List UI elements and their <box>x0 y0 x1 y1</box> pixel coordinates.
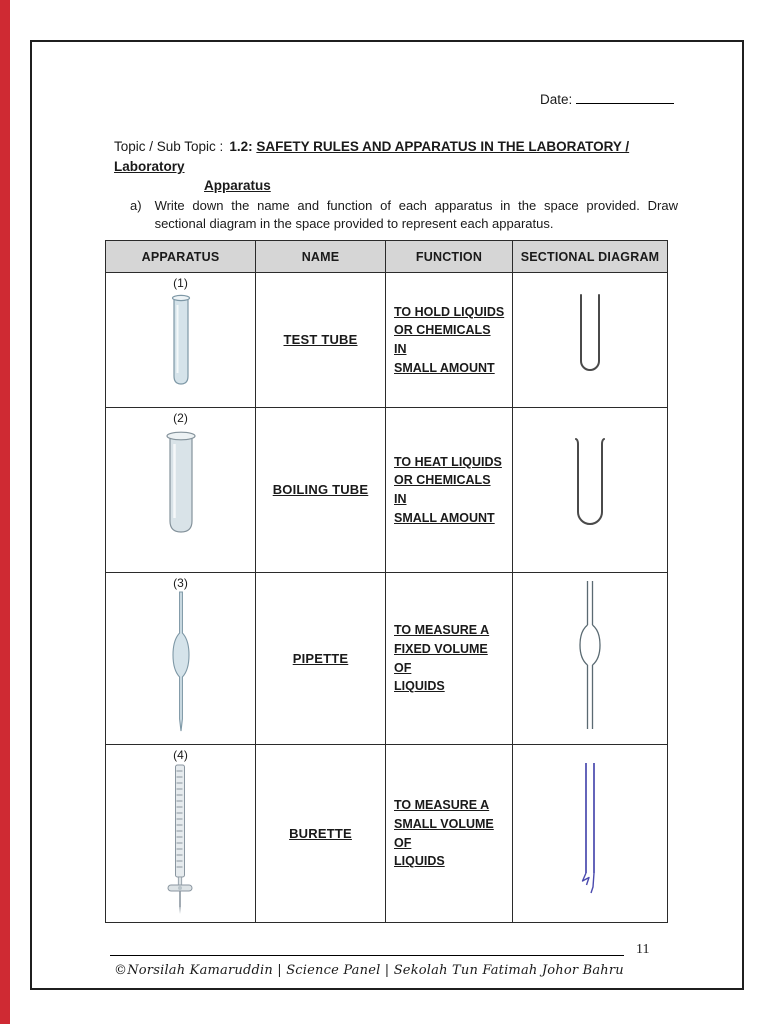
topic-separator: : <box>248 139 253 154</box>
apparatus-number: (3) <box>173 576 188 590</box>
instruction-text: Write down the name and function of each apparatus in the space provided. Draw sectional diagram in the space provided to represent each apparatus. <box>154 198 678 232</box>
header-apparatus: APPARATUS <box>106 241 256 273</box>
name-cell <box>256 408 386 573</box>
function-line: SMALL VOLUME OF <box>394 816 494 850</box>
function-line: OR CHEMICALS IN <box>394 323 491 356</box>
date-label: Date: <box>540 92 573 107</box>
function-line: FIXED VOLUME OF <box>394 641 488 675</box>
topic-label: Topic / Sub Topic : <box>114 139 224 154</box>
boiling-tube-sectional-icon <box>567 527 613 544</box>
function-line: LIQUIDS <box>394 679 445 694</box>
footer-divider <box>110 955 624 956</box>
apparatus-number: (2) <box>173 411 188 425</box>
function-line: SMALL AMOUNT <box>394 510 495 525</box>
boiling-tube-icon <box>159 529 203 546</box>
function-line: TO HEAT LIQUIDS <box>394 454 502 469</box>
diagram-cell <box>513 273 668 408</box>
topic-heading <box>114 137 694 196</box>
worksheet-page <box>30 40 744 990</box>
apparatus-cell <box>106 573 256 745</box>
instruction-paragraph <box>130 197 678 234</box>
function-cell <box>386 745 513 923</box>
function-line: TO MEASURE A <box>394 798 490 812</box>
diagram-cell <box>513 745 668 923</box>
topic-title-line1: SAFETY RULES AND APPARATUS IN THE LABORATORY / Laboratory <box>114 139 630 174</box>
table-row <box>106 273 668 408</box>
test-tube-icon <box>161 378 201 395</box>
diagram-cell <box>513 408 668 573</box>
function-line: TO HOLD LIQUIDS <box>394 304 505 319</box>
function-cell <box>386 573 513 745</box>
diagram-cell <box>513 573 668 745</box>
apparatus-number: (4) <box>173 748 188 762</box>
burette-sectional-icon <box>572 888 608 905</box>
apparatus-cell <box>106 408 256 573</box>
function-line: LIQUIDS <box>394 854 445 869</box>
date-line <box>540 90 674 107</box>
apparatus-number: (1) <box>173 276 188 290</box>
function-line: OR CHEMICALS IN <box>394 473 491 506</box>
header-function: FUNCTION <box>386 241 513 273</box>
test-tube-sectional-icon <box>570 371 610 388</box>
apparatus-table <box>105 240 668 923</box>
date-blank-line <box>576 90 674 104</box>
name-cell <box>256 573 386 745</box>
table-row <box>106 745 668 923</box>
table-row <box>106 573 668 745</box>
instruction-letter: a) <box>130 198 142 213</box>
apparatus-name: PIPETTE <box>292 650 349 666</box>
function-cell <box>386 273 513 408</box>
footer-credit: ©Norsilah Kamaruddin | Science Panel | Sekolah Tun Fatimah Johor Bahru <box>114 963 624 978</box>
topic-number: 1.2 <box>229 139 249 154</box>
apparatus-cell <box>106 745 256 923</box>
topic-line-2 <box>204 176 694 196</box>
apparatus-name: BOILING TUBE <box>272 482 369 497</box>
burette-icon <box>159 902 203 919</box>
function-line: SMALL AMOUNT <box>394 360 495 375</box>
pipette-sectional-icon <box>570 718 610 735</box>
apparatus-name: TEST TUBE <box>283 332 358 347</box>
function-line: TO MEASURE A <box>394 623 490 637</box>
topic-title-line2: Apparatus <box>204 178 271 194</box>
scan-edge-strip <box>0 0 10 1024</box>
header-sectional-diagram: SECTIONAL DIAGRAM <box>513 241 668 273</box>
pipette-icon <box>161 720 201 737</box>
name-cell <box>256 745 386 923</box>
apparatus-name: BURETTE <box>289 825 352 841</box>
apparatus-cell <box>106 273 256 408</box>
name-cell <box>256 273 386 408</box>
table-row <box>106 408 668 573</box>
function-cell <box>386 408 513 573</box>
topic-line-1 <box>114 137 694 176</box>
table-header-row <box>106 241 668 273</box>
header-name: NAME <box>256 241 386 273</box>
page-number: 11 <box>636 942 650 957</box>
